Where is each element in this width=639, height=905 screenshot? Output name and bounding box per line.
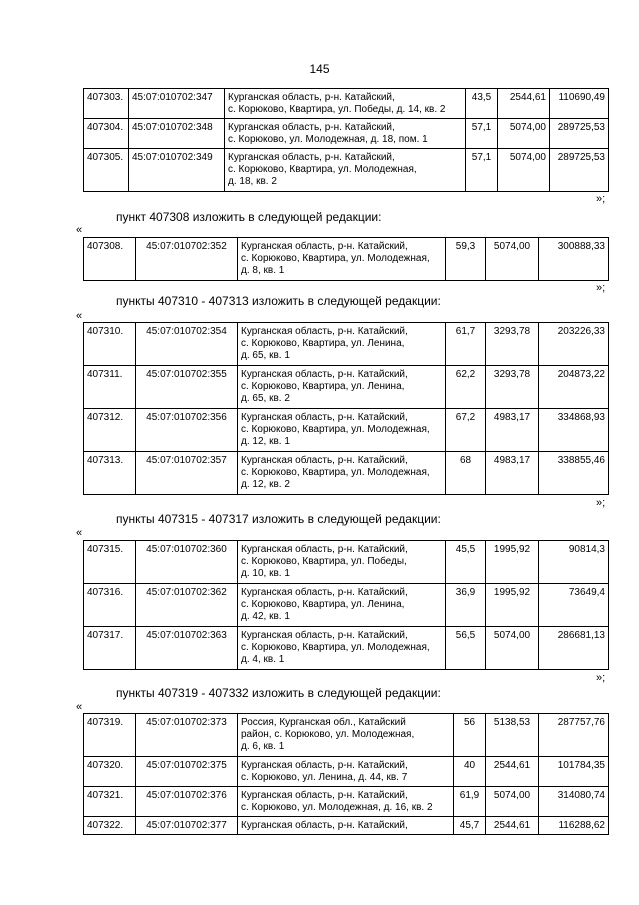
register-table — [83, 88, 609, 192]
cadastral-number: 45:07:010702:354 — [136, 323, 238, 366]
rate: 3293,78 — [486, 366, 539, 409]
closing-quote: »; — [596, 672, 606, 684]
address: Курганская область, р-н. Катайский, с. Корюково, Квартира, ул. Молодежная, д. 18, кв. 2 — [225, 149, 466, 192]
amendment-paragraph: пункты 407315 - 407317 изложить в следующей редакции: — [116, 512, 441, 526]
rate: 2544,61 — [486, 757, 539, 787]
address: Курганская область, р-н. Катайский, с. Корюково, Квартира, ул. Победы, д. 14, кв. 2 — [225, 89, 466, 119]
cadastral-number: 45:07:010702:349 — [129, 149, 225, 192]
table-row — [84, 149, 609, 192]
cadastral-value: 90814,3 — [539, 541, 609, 584]
item-number: 407321. — [84, 787, 136, 817]
cadastral-number: 45:07:010702:357 — [136, 452, 238, 495]
area: 56,5 — [446, 627, 486, 670]
table-row — [84, 452, 609, 495]
area: 67,2 — [446, 409, 486, 452]
item-number: 407322. — [84, 817, 136, 835]
item-number: 407313. — [84, 452, 136, 495]
area: 59,3 — [446, 238, 486, 281]
register-table — [83, 540, 609, 670]
cadastral-value: 287757,76 — [539, 714, 609, 757]
item-number: 407316. — [84, 584, 136, 627]
table-row — [84, 787, 609, 817]
address: Курганская область, р-н. Катайский, с. Корюково, Квартира, ул. Молодежная, д. 8, кв. 1 — [238, 238, 446, 281]
area: 36,9 — [446, 584, 486, 627]
amendment-paragraph: пункты 407319 - 407332 изложить в следующей редакции: — [116, 686, 441, 700]
area: 43,5 — [466, 89, 498, 119]
area: 45,7 — [454, 817, 486, 835]
opening-quote: « — [76, 701, 83, 713]
area: 40 — [454, 757, 486, 787]
item-number: 407315. — [84, 541, 136, 584]
item-number: 407320. — [84, 757, 136, 787]
amendment-paragraph: пункт 407308 изложить в следующей редакции: — [116, 210, 382, 224]
rate: 4983,17 — [486, 452, 539, 495]
rate: 4983,17 — [486, 409, 539, 452]
closing-quote: »; — [596, 193, 606, 205]
opening-quote: « — [76, 310, 83, 322]
item-number: 407304. — [84, 119, 129, 149]
rate: 2544,61 — [486, 817, 539, 835]
cadastral-value: 300888,33 — [539, 238, 609, 281]
area: 56 — [454, 714, 486, 757]
item-number: 407319. — [84, 714, 136, 757]
area: 61,7 — [446, 323, 486, 366]
rate: 1995,92 — [486, 584, 539, 627]
cadastral-value: 289725,53 — [550, 119, 609, 149]
cadastral-number: 45:07:010702:363 — [136, 627, 238, 670]
address: Курганская область, р-н. Катайский, с. Корюково, Квартира, ул. Молодежная, д. 12, кв. 2 — [238, 452, 446, 495]
rate: 5074,00 — [486, 787, 539, 817]
closing-quote: »; — [596, 282, 606, 294]
table-row — [84, 541, 609, 584]
cadastral-number: 45:07:010702:362 — [136, 584, 238, 627]
area: 68 — [446, 452, 486, 495]
opening-quote: « — [76, 527, 83, 539]
cadastral-value: 204873,22 — [539, 366, 609, 409]
amendment-paragraph: пункты 407310 - 407313 изложить в следующей редакции: — [116, 294, 441, 308]
register-table — [83, 322, 609, 495]
address: Курганская область, р-н. Катайский, с. Корюково, Квартира, ул. Ленина, д. 65, кв. 2 — [238, 366, 446, 409]
area: 62,2 — [446, 366, 486, 409]
cadastral-value: 334868,93 — [539, 409, 609, 452]
item-number: 407305. — [84, 149, 129, 192]
cadastral-number: 45:07:010702:347 — [129, 89, 225, 119]
cadastral-number: 45:07:010702:348 — [129, 119, 225, 149]
cadastral-value: 286681,13 — [539, 627, 609, 670]
address: Курганская область, р-н. Катайский, с. Корюково, ул. Молодежная, д. 16, кв. 2 — [238, 787, 454, 817]
table-row — [84, 627, 609, 670]
address: Курганская область, р-н. Катайский, с. Корюково, Квартира, ул. Молодежная, д. 4, кв. 1 — [238, 627, 446, 670]
table-row — [84, 323, 609, 366]
cadastral-value: 314080,74 — [539, 787, 609, 817]
rate: 3293,78 — [486, 323, 539, 366]
address: Россия, Курганская обл., Катайский район, с. Корюково, ул. Молодежная, д. 6, кв. 1 — [238, 714, 454, 757]
item-number: 407312. — [84, 409, 136, 452]
opening-quote: « — [76, 224, 83, 236]
rate: 2544,61 — [498, 89, 550, 119]
cadastral-number: 45:07:010702:373 — [136, 714, 238, 757]
cadastral-number: 45:07:010702:376 — [136, 787, 238, 817]
rate: 1995,92 — [486, 541, 539, 584]
rate: 5074,00 — [498, 119, 550, 149]
cadastral-number: 45:07:010702:377 — [136, 817, 238, 835]
area: 61,9 — [454, 787, 486, 817]
table-row — [84, 584, 609, 627]
cadastral-number: 45:07:010702:360 — [136, 541, 238, 584]
address: Курганская область, р-н. Катайский, с. Корюково, Квартира, ул. Молодежная, д. 12, кв. 1 — [238, 409, 446, 452]
rate: 5074,00 — [498, 149, 550, 192]
cadastral-number: 45:07:010702:355 — [136, 366, 238, 409]
cadastral-number: 45:07:010702:352 — [136, 238, 238, 281]
closing-quote: »; — [596, 497, 606, 509]
cadastral-value: 101784,35 — [539, 757, 609, 787]
address: Курганская область, р-н. Катайский, с. Корюково, ул. Ленина, д. 44, кв. 7 — [238, 757, 454, 787]
area: 45,5 — [446, 541, 486, 584]
address: Курганская область, р-н. Катайский, — [238, 817, 454, 835]
address: Курганская область, р-н. Катайский, с. Корюково, Квартира, ул. Ленина, д. 42, кв. 1 — [238, 584, 446, 627]
cadastral-number: 45:07:010702:356 — [136, 409, 238, 452]
cadastral-number: 45:07:010702:375 — [136, 757, 238, 787]
table-row — [84, 714, 609, 757]
cadastral-value: 116288,62 — [539, 817, 609, 835]
area: 57,1 — [466, 149, 498, 192]
cadastral-value: 289725,53 — [550, 149, 609, 192]
table-row — [84, 366, 609, 409]
item-number: 407303. — [84, 89, 129, 119]
item-number: 407311. — [84, 366, 136, 409]
address: Курганская область, р-н. Катайский, с. Корюково, ул. Молодежная, д. 18, пом. 1 — [225, 119, 466, 149]
cadastral-value: 203226,33 — [539, 323, 609, 366]
table-row — [84, 89, 609, 119]
item-number: 407308. — [84, 238, 136, 281]
cadastral-value: 110690,49 — [550, 89, 609, 119]
rate: 5138,53 — [486, 714, 539, 757]
item-number: 407310. — [84, 323, 136, 366]
address: Курганская область, р-н. Катайский, с. Корюково, Квартира, ул. Ленина, д. 65, кв. 1 — [238, 323, 446, 366]
register-table — [83, 237, 609, 281]
table-row — [84, 409, 609, 452]
table-row — [84, 238, 609, 281]
table-row — [84, 817, 609, 835]
cadastral-value: 338855,46 — [539, 452, 609, 495]
page-number: 145 — [309, 62, 330, 76]
table-row — [84, 757, 609, 787]
address: Курганская область, р-н. Катайский, с. Корюково, Квартира, ул. Победы, д. 10, кв. 1 — [238, 541, 446, 584]
item-number: 407317. — [84, 627, 136, 670]
area: 57,1 — [466, 119, 498, 149]
cadastral-value: 73649,4 — [539, 584, 609, 627]
rate: 5074,00 — [486, 627, 539, 670]
rate: 5074,00 — [486, 238, 539, 281]
register-table — [83, 713, 609, 835]
table-row — [84, 119, 609, 149]
